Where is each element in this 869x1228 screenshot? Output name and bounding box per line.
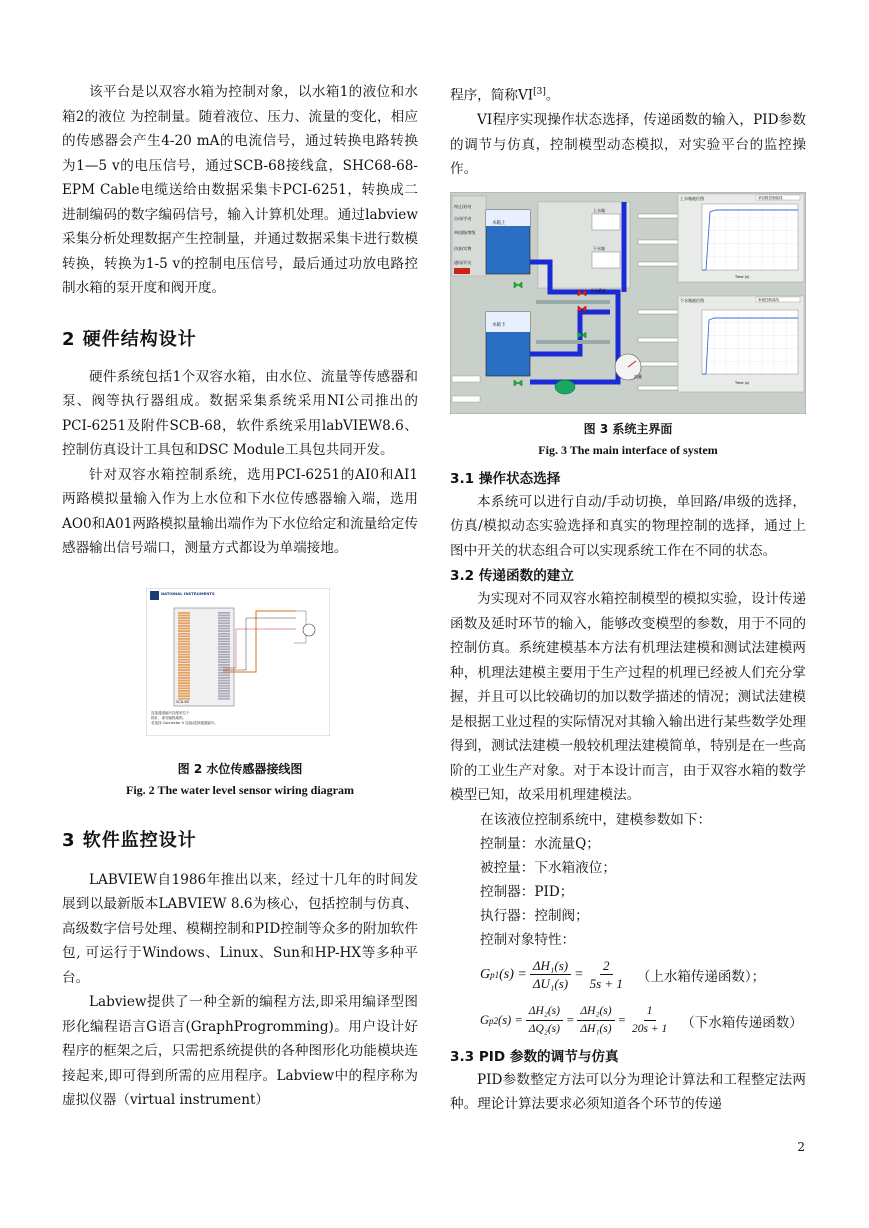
terminal-pin xyxy=(178,635,190,637)
paragraph-labview-history: LABVIEW自1986年推出以来，经过十几年的时间发展到以最新版本LABVIEW 8.6为核心，包括控制与仿真、高级数字信号处理、模糊控制和PID控制等众多的附加软件包, 可运行于Windows、Linux、Sun和HP-HX等多种平台。 xyxy=(62,871,418,986)
terminal-pin xyxy=(178,666,190,668)
tf2-label: 下水箱 xyxy=(593,245,605,251)
terminal-pin xyxy=(178,695,190,697)
terminal-pin xyxy=(178,619,190,621)
terminal-pin xyxy=(178,625,190,627)
terminal-pin xyxy=(178,653,190,655)
paragraph-labview-programming: Labview提供了一种全新的编程方法,即采用编译型图形化编程语言G语言(GraphProgromming)。用户设计好程序的框架之后，只需把系统提供的各种图形化功能模块连接起来,即可得到所需的应用程序。Labview中的程序称为虚拟仪器（virtual instrument） xyxy=(62,994,418,1108)
terminal-pin xyxy=(218,679,230,681)
terminal-pin xyxy=(178,622,190,624)
terminal-pin xyxy=(178,664,190,666)
chart2-legend: 串级控制曲线 xyxy=(758,297,779,302)
chart1-legend: 单回路控制曲线 xyxy=(758,195,783,200)
switch-label: 通讯/开关 xyxy=(454,259,472,265)
pump xyxy=(555,380,575,394)
terminal-pin xyxy=(218,682,230,684)
terminal-pin xyxy=(218,658,230,660)
switch-label: 单回路/串级 xyxy=(454,229,476,235)
terminal-pin xyxy=(218,632,230,634)
terminal-pin xyxy=(178,648,190,650)
terminal-pin xyxy=(178,627,190,629)
terminal-pin xyxy=(178,630,190,632)
board-label: SCB-68 xyxy=(176,699,189,704)
terminal-pin xyxy=(218,656,230,658)
fig2-note-1: 连接通道编号匹配单位于 xyxy=(151,710,190,715)
terminal-pin xyxy=(218,645,230,647)
fig2-note-2: 指针，请勿编程地码。 xyxy=(151,715,186,720)
terminal-pin xyxy=(178,638,190,640)
terminal-pin xyxy=(178,632,190,634)
terminal-pin xyxy=(218,661,230,663)
paragraph-channels: 针对双容水箱控制系统，选用PCI-6251的AI0和AI1两路模拟量输入作为上水位和下水位传感器输入端，选用AO0和A01两路模拟量输出端作为下水位给定和流量给定传感器输出信号端口，测量方式都设为单端接地。 xyxy=(62,466,418,556)
terminal-pin xyxy=(178,643,190,645)
paragraph-platform: 该平台是以双容水箱为控制对象，以水箱1的液位和水箱2的液位 为控制量。随着液位、压力、流量的变化，相应的传感器会产生4-20 mA的电流信号，通过转换电路转换为1—5 v的电压信号，通过SCB-68接线盒，SHC68-68-EPM Cable电缆送给由数据采集卡PCI-6251，转换成二进制编码的数字编码信号，输入计算机处理。通过labview采集分析处理数据产生控制量，并通过数据采集卡进行数模转换，转换为1-5 v的控制电压信号，最后通过功放电路控制水箱的泵开度和阀开度。 xyxy=(62,84,418,296)
terminal-pin xyxy=(218,612,230,614)
paragraph-vi: 程序，简称VI[3]。 xyxy=(450,87,560,104)
terminal-pin xyxy=(218,653,230,655)
subsection-heading-3-1: 3.1 操作状态选择 xyxy=(450,470,561,487)
terminal-pin xyxy=(178,687,190,689)
switch-label: 仿真/实物 xyxy=(454,245,472,251)
terminal-pin xyxy=(218,619,230,621)
terminal-pin xyxy=(218,697,230,699)
upper-tank-label: 水箱上 xyxy=(492,220,506,226)
terminal-pin xyxy=(178,651,190,653)
right-column xyxy=(450,80,806,1117)
terminal-pin xyxy=(178,661,190,663)
terminal-pin xyxy=(178,617,190,619)
terminal-pin xyxy=(218,635,230,637)
terminal-pin xyxy=(218,614,230,616)
terminal-pin xyxy=(178,674,190,676)
lower-level-chart xyxy=(678,296,804,392)
sensor-symbol xyxy=(303,624,315,636)
terminal-pin xyxy=(218,643,230,645)
terminal-pin xyxy=(218,677,230,679)
upper-level-chart xyxy=(678,194,804,282)
terminal-pin xyxy=(218,625,230,627)
terminal-pin xyxy=(218,640,230,642)
terminal-pin xyxy=(218,622,230,624)
paragraph-pid-tuning: PID参数整定方法可以分为理论计算法和工程整定法两种。理论计算法要求必须知道各个环节的传递 xyxy=(450,1071,806,1113)
terminal-pin xyxy=(178,658,190,660)
gauge-label: 流量 xyxy=(634,373,642,379)
param-item: 执行器：控制阀； xyxy=(480,907,589,924)
dropdown xyxy=(452,376,480,382)
terminal-pin xyxy=(218,651,230,653)
ni-logo xyxy=(150,591,159,600)
section-heading-hardware: 2 硬件结构设计 xyxy=(62,328,197,350)
terminal-pin xyxy=(178,677,190,679)
terminal-pin xyxy=(178,692,190,694)
chart2-xlabel: Time (s) xyxy=(735,380,750,385)
paragraph-vi-functions: VI程序实现操作状态选择，传递函数的输入，PID参数的调节与仿真，控制模型动态模拟，对实验平台的监控操作。 xyxy=(450,112,806,178)
chart2-title: 下水箱液位图 xyxy=(680,297,704,303)
wiring-diagram-image xyxy=(146,588,330,736)
terminal-pin xyxy=(178,684,190,686)
figure-2 xyxy=(146,588,330,736)
terminal-pin xyxy=(218,664,230,666)
left-column xyxy=(62,80,418,1113)
paragraph-params-intro: 在该液位控制系统中，建模参数如下： xyxy=(480,811,712,828)
paragraph-hardware: 硬件系统包括1个双容水箱，由水位、流量等传感器和泵、阀等执行器组成。数据采集系统采用NI公司推出的PCI-6251及附件SCB-68，软件系统采用labVIEW8.6、控制仿真设计工具包和DSC Module工具包共同开发。 xyxy=(62,368,418,458)
terminal-pin xyxy=(218,617,230,619)
terminal-pin xyxy=(218,674,230,676)
param-item: 被控量：下水箱液位； xyxy=(480,859,616,876)
fig2-caption-cn: 图 2 水位传感器接线图 xyxy=(177,761,303,776)
terminal-pin xyxy=(178,612,190,614)
equation-upper-tank: G p1 (s) = $\frac{\text{ΔH₁(s)}}{\text{ΔU₁(s)}}$ = $\frac{2}{5s + 1}$ （上水箱传递函数）； xyxy=(480,958,766,992)
terminal-pin xyxy=(218,630,230,632)
terminal-pin xyxy=(178,671,190,673)
terminal-pin xyxy=(178,614,190,616)
figure-3 xyxy=(450,192,806,414)
terminal-pin xyxy=(178,679,190,681)
param-item: 控制量：水流量Q； xyxy=(480,835,600,852)
fig3-caption-en: Fig. 3 The main interface of system xyxy=(538,442,718,457)
param-item: 控制器：PID； xyxy=(480,883,574,900)
equation-lower-tank: G p2 (s) = $\frac{\text{ΔH₂(s)}}{\text{ΔQ₂(s)}}$ = $\frac{\text{ΔH₂(s)}}{\text{ΔH₁(s)}}$ = $\frac{1}{20s + 1}$ （下水箱传递函数） xyxy=(480,1005,803,1036)
fig3-caption-cn: 图 3 系统主界面 xyxy=(583,421,673,436)
tf1-label: 上水箱 xyxy=(593,207,605,213)
terminal-pin xyxy=(218,690,230,692)
terminal-pin xyxy=(218,687,230,689)
terminal-pin xyxy=(218,627,230,629)
terminal-pin xyxy=(178,682,190,684)
fig2-caption-en: Fig. 2 The water level sensor wiring diagram xyxy=(126,782,354,797)
terminal-pin xyxy=(178,645,190,647)
terminal-pin xyxy=(178,656,190,658)
fig2-note-3: 若选择 Connector 0 连接/选择通道编号。 xyxy=(151,720,218,725)
param-item: 控制对象特性： xyxy=(480,931,576,948)
terminal-pin xyxy=(178,640,190,642)
terminal-pin xyxy=(218,695,230,697)
terminal-pin xyxy=(218,692,230,694)
terminal-pin xyxy=(178,690,190,692)
section-heading-software: 3 软件监控设计 xyxy=(62,829,197,851)
terminal-pin xyxy=(218,638,230,640)
terminal-pin xyxy=(218,648,230,650)
page-number: 2 xyxy=(797,1140,805,1154)
subsection-heading-3-2: 3.2 传递函数的建立 xyxy=(450,568,574,585)
system-main-interface-image xyxy=(450,192,806,414)
switch-panel xyxy=(452,196,486,276)
ni-logo-text: NATIONAL INSTRUMENTS xyxy=(161,590,215,596)
switch-label: 停止/启动 xyxy=(454,203,472,209)
paragraph-transfer-function: 为实现对不同双容水箱控制模型的模拟实验，设计传递函数及延时环节的输入，能够改变模型的参数，用于不同的控制仿真。系统建模基本方法有机理法建模和测试法建模两种，机理法建模主要用于生产过程的机理已经被人们充分掌握，并且可以比较确切的加以数学描述的情况；测试法建模是根据工业过程的实际情况对其输入输出进行某些数学处理得到，测试法建模一般较机理法建模简单，特别是在一些高阶的工业生产对象。对于本设计而言，由于双容水箱的数学模型已知，故采用机理建模法。 xyxy=(450,591,806,804)
manual-flow-label: 手动给定 xyxy=(590,287,606,293)
chart1-title: 上水箱液位图 xyxy=(680,195,704,201)
chart1-xlabel: Time (s) xyxy=(735,274,750,279)
dropdown xyxy=(452,396,480,402)
subsection-heading-3-3: 3.3 PID 参数的调节与仿真 xyxy=(450,1048,619,1065)
paragraph-state-selection: 本系统可以进行自动/手动切换，单回路/串级的选择，仿真/模拟动态实验选择和真实的物理控制的选择，通过上图中开关的状态组合可以实现系统工作在不同的状态。 xyxy=(450,493,806,559)
terminal-pin xyxy=(218,684,230,686)
citation-ref: [3] xyxy=(533,87,546,97)
lower-tank-label: 水箱下 xyxy=(492,322,506,328)
switch-label: 自动/手动 xyxy=(454,215,472,221)
terminal-pin xyxy=(178,669,190,671)
